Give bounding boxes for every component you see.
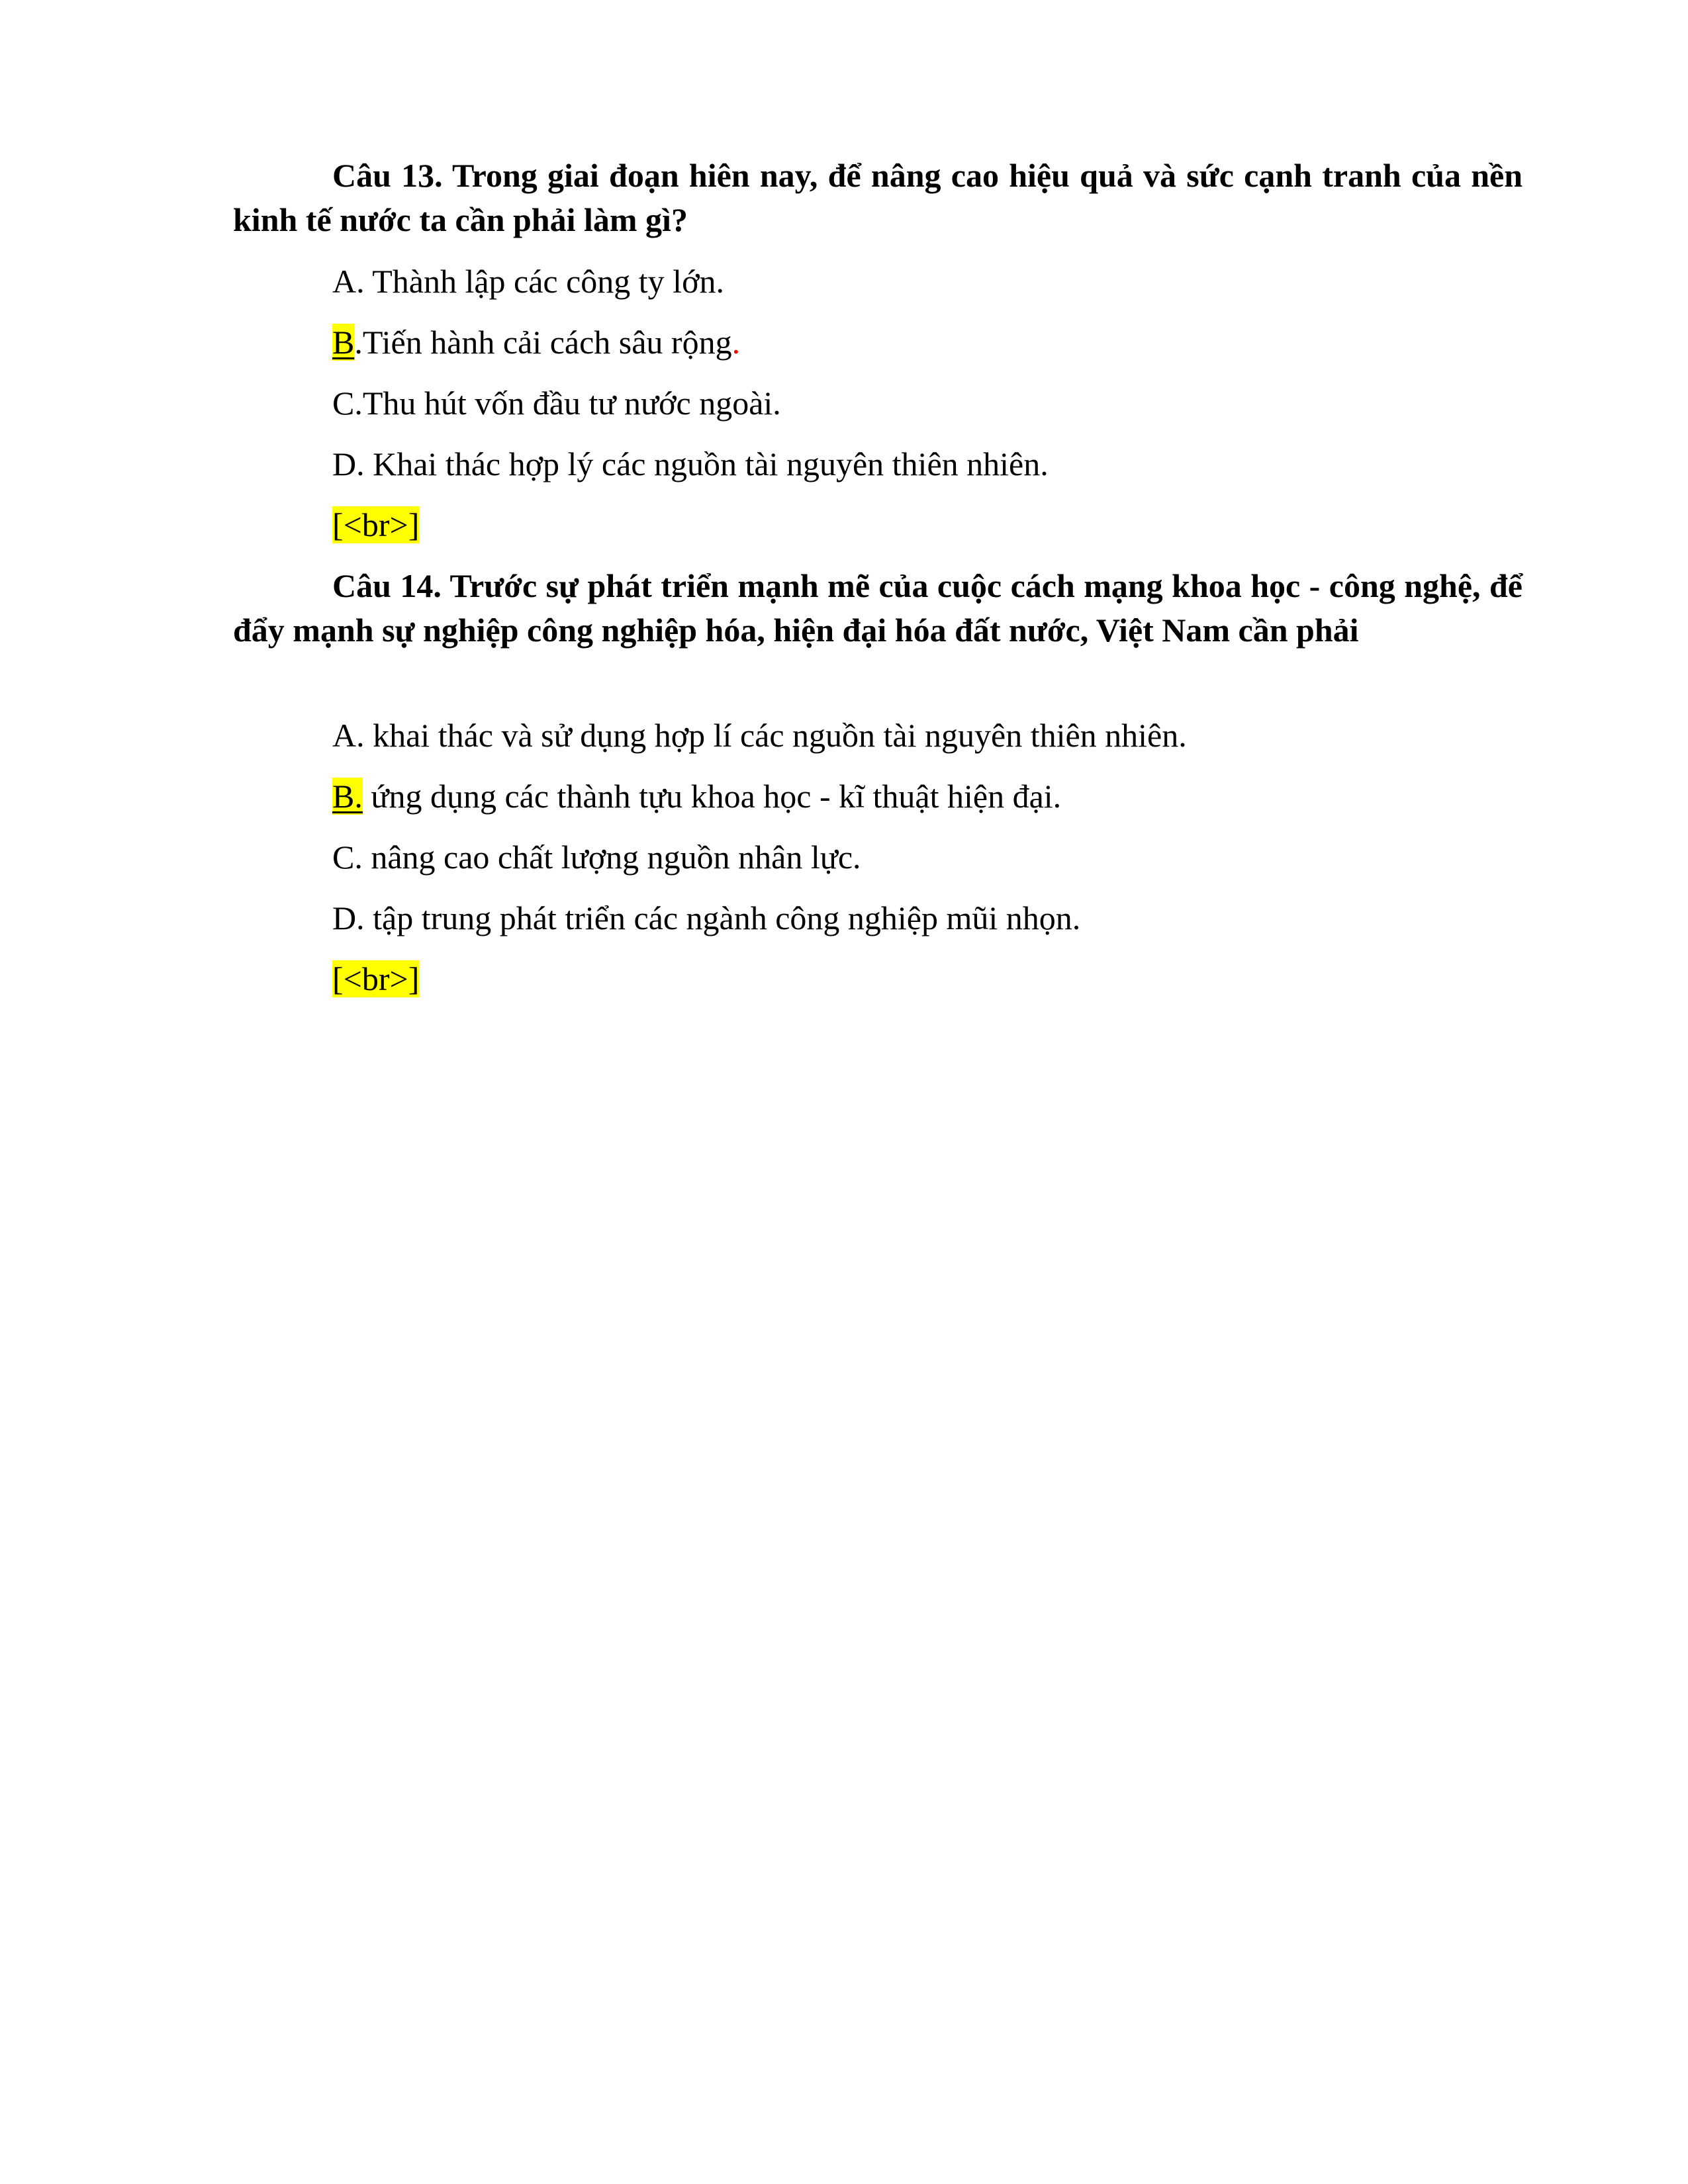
q14-option-a-text: A. khai thác và sử dụng hợp lí các nguồn tài nguyên thiên nhiên. xyxy=(332,717,1187,754)
question-13 xyxy=(233,154,1523,242)
q14-option-d xyxy=(332,896,1080,940)
q13-option-b-text: .Tiến hành cải cách sâu rộng xyxy=(354,324,732,361)
question-13-number: Câu 13. xyxy=(332,157,443,194)
q13-option-d xyxy=(332,442,1049,486)
q14-answer-marker: B. xyxy=(332,778,363,815)
question-14 xyxy=(233,564,1523,653)
question-14-number: Câu 14. xyxy=(332,567,442,604)
q13-answer-marker: B xyxy=(332,324,355,361)
q13-option-b-end: . xyxy=(731,324,741,361)
q14-option-a xyxy=(332,713,1187,758)
q14-separator xyxy=(332,957,419,1001)
question-13-text: Trong giai đoạn hiên nay, để nâng cao hiệu quả và sức cạnh tranh của nền kinh tế nước ta cần phải làm gì? xyxy=(233,157,1523,238)
q13-separator xyxy=(332,503,419,547)
q13-option-c-text: C.Thu hút vốn đầu tư nước ngoài. xyxy=(332,385,781,422)
q13-option-d-text: D. Khai thác hợp lý các nguồn tài nguyên thiên nhiên. xyxy=(332,445,1049,482)
q13-separator-text: [<br>] xyxy=(332,506,420,543)
q13-option-b xyxy=(332,320,740,365)
question-14-text: Trước sự phát triển mạnh mẽ của cuộc cách mạng khoa học - công nghệ, để đẩy mạnh sự nghiệp công nghiệp hóa, hiện đại hóa đất nước, Việt Nam cần phải xyxy=(233,567,1523,649)
q14-option-c xyxy=(332,835,861,880)
q13-option-a xyxy=(332,259,724,304)
q14-option-d-text: D. tập trung phát triển các ngành công nghiệp mũi nhọn. xyxy=(332,899,1081,936)
q13-option-c xyxy=(332,381,781,426)
q14-option-c-text: C. nâng cao chất lượng nguồn nhân lực. xyxy=(332,839,861,876)
q14-separator-text: [<br>] xyxy=(332,960,420,997)
q14-option-b-text: ứng dụng các thành tựu khoa học - kĩ thuật hiện đại. xyxy=(362,778,1062,815)
q14-option-b xyxy=(332,774,1061,819)
q13-option-a-text: A. Thành lập các công ty lớn. xyxy=(332,263,725,300)
